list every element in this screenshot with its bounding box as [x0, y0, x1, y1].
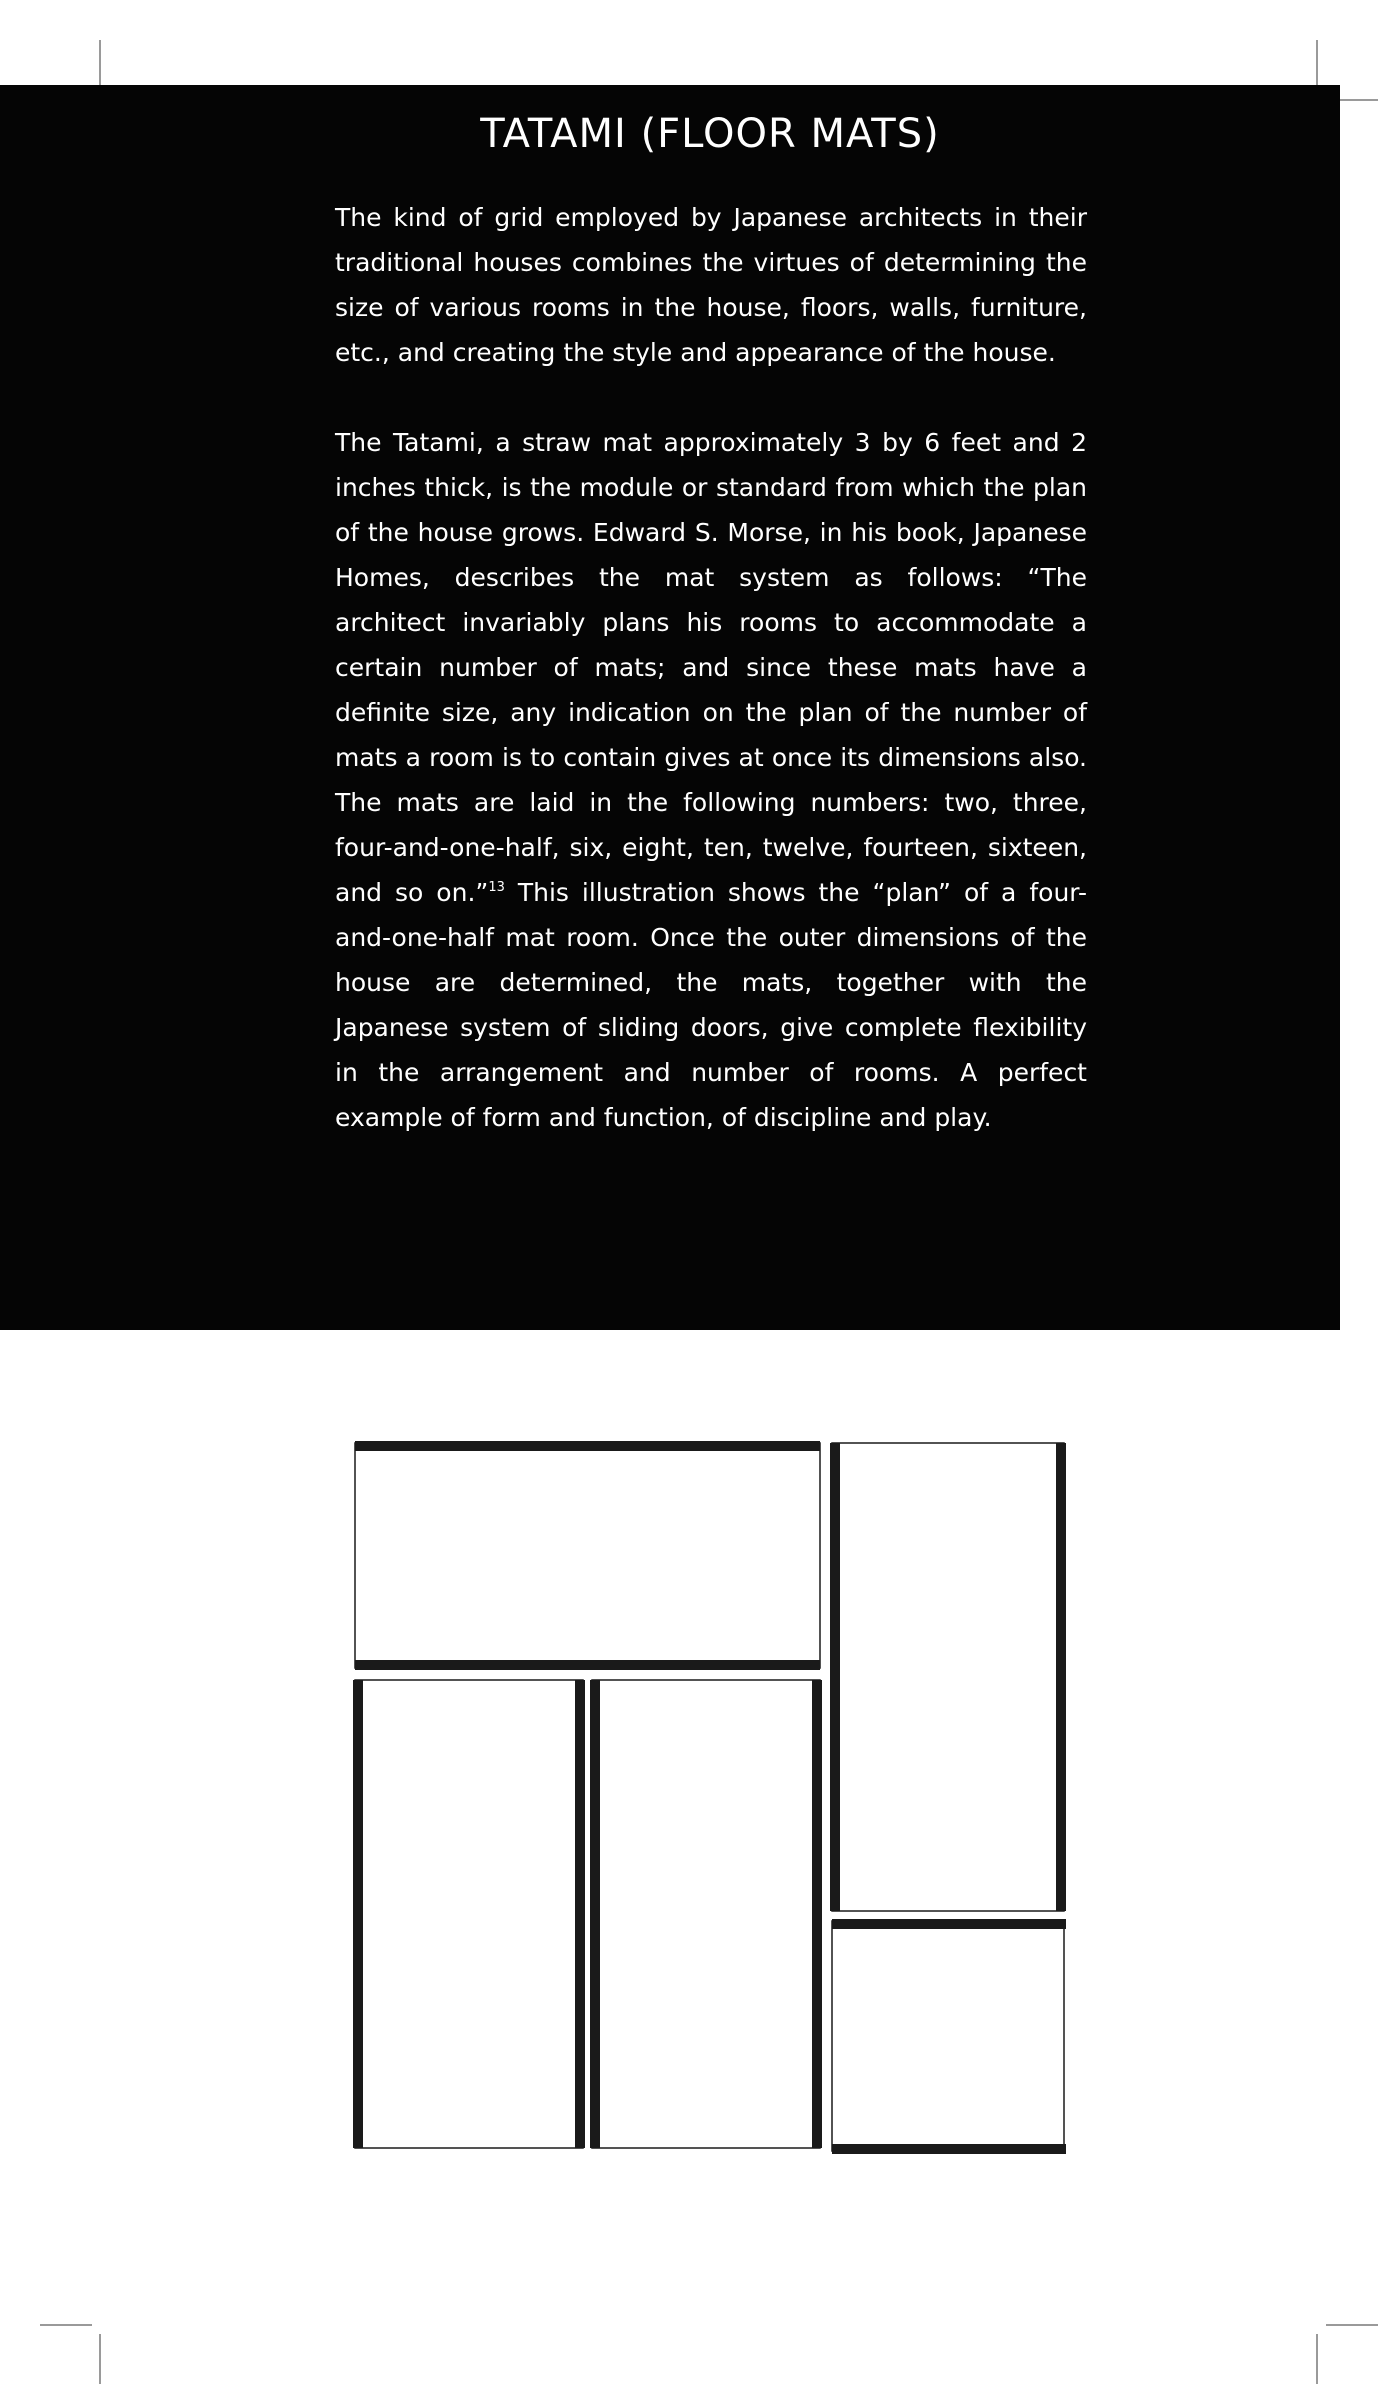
mat-middle-vertical [590, 1680, 822, 2148]
paragraph-intro: The kind of grid employed by Japanese architects in their traditional houses combines the virtues of determining the size of various rooms in the house, floors, walls, furniture, etc., and creating the style and appearance of the house. [335, 203, 1087, 367]
crop-mark-bottom-left-vertical [99, 2334, 101, 2384]
crop-mark-top-left-vertical [99, 40, 101, 90]
crop-mark-bottom-left-horizontal [40, 2324, 92, 2326]
page-title: TATAMI (FLOOR MATS) [480, 111, 940, 157]
crop-mark-top-right-vertical [1316, 40, 1318, 90]
crop-mark-bottom-right-horizontal [1326, 2324, 1378, 2326]
crop-mark-bottom-right-vertical [1316, 2334, 1318, 2384]
paragraph-tatami-quote: The Tatami, a straw mat approximately 3 by 6 feet and 2 inches thick, is the module or standard from which the plan of the house grows. Edward S. Morse, in his book, Japanese Homes, describes the mat system as follows: “The architect invariably plans his rooms to accommodate a certain number of mats; and since these mats have a definite size, any indication on the plan of the number of mats a room is to contain gives at once its dimensions also. The mats are laid in the following numbers: two, three, four-and-one-half, six, eight, ten, twelve, fourteen, sixteen, and so on.” [335, 428, 1087, 907]
paragraph-tatami-tail: This illustration shows the “plan” of a four-and-one-half mat room. Once the outer dimensions of the house are determined, the mats, together with the Japanese system of sliding doors, give complete flexibility in the arrangement and number of rooms. A perfect example of form and function, of discipline and play. [335, 878, 1087, 1132]
mat-top-horizontal [355, 1441, 820, 1670]
mat-right-vertical [830, 1443, 1066, 1911]
footnote-reference: 13 [488, 880, 505, 895]
paragraph-tatami [335, 420, 1087, 1140]
tatami-mat-plan [350, 1438, 1070, 2158]
mat-half-square [832, 1919, 1066, 2154]
mat-left-vertical [353, 1680, 585, 2148]
